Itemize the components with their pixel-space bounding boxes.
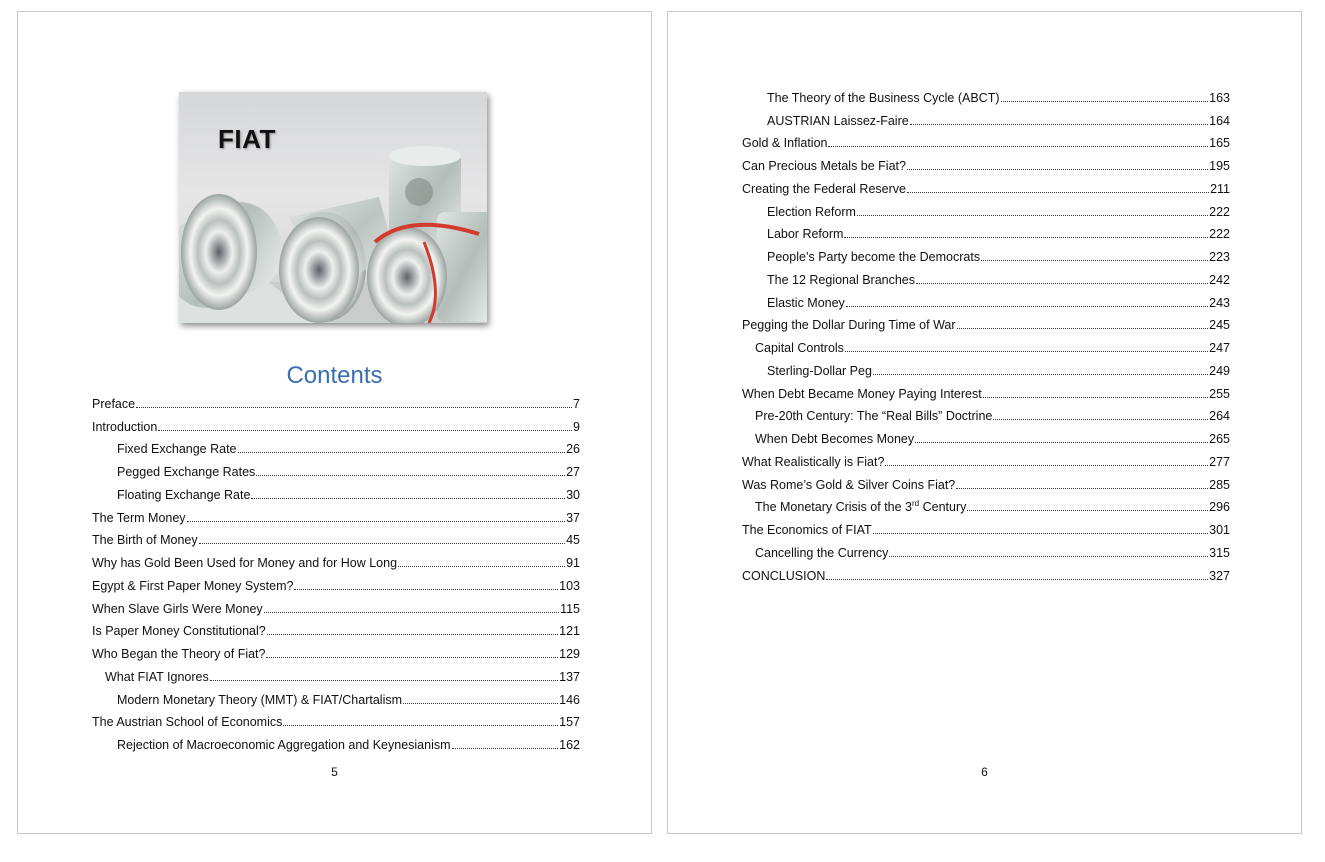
toc-entry-title xyxy=(742,478,955,493)
toc-dot-leader xyxy=(294,588,558,590)
toc-dot-leader xyxy=(283,724,558,726)
toc-entry-title xyxy=(767,114,909,129)
toc-entry-title xyxy=(767,273,915,288)
toc-entry-title xyxy=(105,670,209,685)
toc-dot-leader xyxy=(915,441,1208,443)
toc-entry-page: 327 xyxy=(1209,568,1230,583)
toc-entry-page: 222 xyxy=(1209,204,1230,219)
toc-entry-title xyxy=(92,579,293,594)
toc-entry-title-text: Can Precious Metals be Fiat? xyxy=(742,159,906,173)
toc-entry[interactable] xyxy=(742,83,1230,106)
toc-entry-title-text: Modern Monetary Theory (MMT) & FIAT/Chartalism xyxy=(117,692,403,707)
toc-entry[interactable] xyxy=(92,503,580,526)
toc-entry[interactable] xyxy=(92,571,580,594)
toc-right xyxy=(742,83,1230,584)
toc-entry-title xyxy=(117,488,250,503)
toc-entry-title-text: Pegging the Dollar During Time of War xyxy=(742,318,956,333)
cover-title: FIAT xyxy=(218,124,276,154)
toc-dot-leader xyxy=(916,282,1208,284)
toc-entry[interactable] xyxy=(92,435,580,458)
toc-dot-leader xyxy=(403,702,558,704)
toc-entry-title xyxy=(92,647,265,662)
toc-entry-page: 277 xyxy=(1209,454,1230,469)
toc-entry-title-text: Elastic Money xyxy=(767,295,845,310)
toc-entry-page: 162 xyxy=(559,738,580,752)
toc-dot-leader xyxy=(889,555,1208,557)
toc-entry[interactable] xyxy=(92,662,580,685)
toc-entry-page: 137 xyxy=(559,669,580,684)
toc-dot-leader xyxy=(256,474,565,476)
toc-entry-title-text: When Debt Became Money Paying Interest xyxy=(742,386,982,401)
toc-entry[interactable] xyxy=(92,548,580,571)
toc-entry-title xyxy=(755,432,914,447)
toc-entry-title-text: When Slave Girls Were Money xyxy=(92,601,263,616)
toc-entry-title xyxy=(755,546,888,561)
toc-entry-page: 222 xyxy=(1209,227,1230,242)
toc-entry-page: 157 xyxy=(559,715,580,730)
toc-entry-page: 242 xyxy=(1209,272,1230,287)
toc-entry-title xyxy=(742,159,906,174)
toc-entry-title-text: Egypt & First Paper Money System? xyxy=(92,578,294,593)
cover-image xyxy=(179,92,487,323)
toc-entry-title-text: Pre-20th Century: The “Real Bills” Doctrine xyxy=(755,409,993,424)
toc-entry-title-text: The Term Money xyxy=(92,510,186,525)
toc-entry-title-text: Rejection of Macroeconomic Aggregation and Keynesianism xyxy=(117,738,451,752)
toc-entry-title xyxy=(92,715,282,730)
toc-dot-leader xyxy=(993,418,1208,420)
toc-entry-title xyxy=(767,205,856,220)
toc-entry-title xyxy=(742,455,884,470)
toc-entry[interactable] xyxy=(742,402,1230,425)
toc-entry[interactable] xyxy=(742,538,1230,561)
toc-entry-page: 195 xyxy=(1209,159,1230,173)
toc-dot-leader xyxy=(266,656,558,658)
toc-entry-title xyxy=(742,569,825,584)
toc-entry[interactable] xyxy=(92,685,580,708)
toc-entry-title-text: Sterling-Dollar Peg xyxy=(767,363,872,378)
toc-entry-title xyxy=(742,318,956,333)
toc-dot-leader xyxy=(210,679,558,681)
toc-entry[interactable] xyxy=(742,379,1230,402)
toc-entry[interactable] xyxy=(742,356,1230,379)
toc-entry-title xyxy=(117,465,255,480)
toc-entry[interactable] xyxy=(92,526,580,549)
toc-entry-title-text: Floating Exchange Rate xyxy=(117,487,251,502)
page-number: 5 xyxy=(331,765,338,779)
toc-entry-title-text: Was Rome’s Gold & Silver Coins Fiat? xyxy=(742,477,956,492)
toc-entry[interactable] xyxy=(92,389,580,412)
toc-dot-leader xyxy=(238,451,566,453)
toc-entry-page: 264 xyxy=(1209,409,1230,424)
toc-entry[interactable] xyxy=(742,470,1230,493)
toc-dot-leader xyxy=(857,214,1208,216)
toc-entry-page: 265 xyxy=(1209,432,1230,446)
toc-entry-title-text: The Monetary Crisis of the 3 xyxy=(755,500,913,515)
toc-entry-title xyxy=(742,136,827,151)
toc-entry-page: 121 xyxy=(559,624,580,639)
toc-entry-title-text: Preface xyxy=(92,396,136,411)
toc-entry-title-text: AUSTRIAN Laissez-Faire xyxy=(767,113,909,128)
toc-entry-page: 164 xyxy=(1209,113,1230,128)
toc-entry-title xyxy=(755,409,992,424)
toc-entry-title xyxy=(767,227,843,242)
toc-entry[interactable] xyxy=(92,457,580,480)
toc-entry-title-tail: Century xyxy=(919,500,967,515)
toc-dot-leader xyxy=(398,565,565,567)
toc-entry-page: 255 xyxy=(1209,386,1230,401)
toc-dot-leader xyxy=(910,123,1208,125)
toc-entry-title-text: Introduction xyxy=(92,419,158,434)
toc-entry-title xyxy=(755,341,844,356)
toc-entry[interactable] xyxy=(92,412,580,435)
toc-entry-title-text: The Economics of FIAT xyxy=(742,523,872,537)
toc-entry[interactable] xyxy=(92,639,580,662)
toc-entry-page: 45 xyxy=(566,533,580,548)
toc-entry-page: 301 xyxy=(1209,523,1230,537)
toc-entry-page: 163 xyxy=(1209,90,1230,105)
toc-dot-leader xyxy=(267,633,558,635)
toc-dot-leader xyxy=(983,396,1208,398)
toc-entry-page: 243 xyxy=(1209,295,1230,310)
toc-entry[interactable] xyxy=(742,333,1230,356)
toc-entry-title xyxy=(767,250,980,265)
toc-entry[interactable] xyxy=(742,311,1230,334)
toc-entry-title-text: What FIAT Ignores xyxy=(105,669,209,684)
toc-entry-title-text: CONCLUSION xyxy=(742,568,826,583)
toc-entry-page: 7 xyxy=(573,396,580,411)
toc-dot-leader xyxy=(828,145,1208,147)
toc-entry-page: 165 xyxy=(1209,136,1230,151)
toc-entry[interactable] xyxy=(92,708,580,731)
toc-entry[interactable] xyxy=(742,106,1230,129)
toc-entry-title-text: Creating the Federal Reserve xyxy=(742,181,906,196)
toc-dot-leader xyxy=(957,327,1209,329)
toc-dot-leader xyxy=(199,542,565,544)
toc-entry-title-text: Cancelling the Currency xyxy=(755,545,889,560)
toc-entry[interactable] xyxy=(742,265,1230,288)
toc-entry-title-text: Why has Gold Been Used for Money and for How Long xyxy=(92,556,398,570)
toc-entry[interactable] xyxy=(92,617,580,640)
toc-entry-title-text: Pegged Exchange Rates xyxy=(117,465,256,479)
toc-entry-title xyxy=(742,387,982,402)
toc-entry-title xyxy=(767,91,1000,106)
toc-entry-title-text: Capital Controls xyxy=(755,341,844,355)
toc-entry[interactable] xyxy=(92,480,580,503)
toc-entry[interactable] xyxy=(92,730,580,753)
toc-entry-title xyxy=(92,397,135,412)
toc-entry-title-text: The Birth of Money xyxy=(92,533,198,548)
toc-entry-page: 129 xyxy=(559,647,580,661)
toc-entry-title-text: The Austrian School of Economics xyxy=(92,715,283,730)
toc-entry-page: 245 xyxy=(1209,318,1230,333)
toc-dot-leader xyxy=(264,611,559,613)
toc-entry-title-text: The Theory of the Business Cycle (ABCT) xyxy=(767,90,1000,105)
toc-entry-title-text: What Realistically is Fiat? xyxy=(742,454,885,469)
toc-entry-title xyxy=(742,523,872,538)
toc-dot-leader xyxy=(846,305,1208,307)
toc-entry-title-text: Who Began the Theory of Fiat? xyxy=(92,647,266,661)
toc-entry-page: 223 xyxy=(1209,250,1230,264)
toc-entry-page: 115 xyxy=(560,601,580,616)
toc-entry-title xyxy=(92,420,157,435)
toc-entry-page: 9 xyxy=(573,419,580,434)
toc-dot-leader xyxy=(452,747,559,749)
toc-entry-title xyxy=(117,693,402,708)
toc-entry[interactable] xyxy=(92,594,580,617)
toc-entry-title-text: Is Paper Money Constitutional? xyxy=(92,624,266,639)
toc-dot-leader xyxy=(251,497,565,499)
toc-entry-title xyxy=(755,500,966,515)
toc-entry[interactable] xyxy=(742,561,1230,584)
toc-entry-page: 296 xyxy=(1209,500,1230,515)
toc-entry[interactable] xyxy=(742,174,1230,197)
toc-entry-page: 211 xyxy=(1210,181,1230,196)
toc-dot-leader xyxy=(873,373,1208,375)
toc-entry-title xyxy=(92,556,397,571)
toc-dot-leader xyxy=(187,520,566,522)
toc-entry-title xyxy=(117,442,237,457)
toc-dot-leader xyxy=(907,191,1209,193)
toc-entry-title-text: When Debt Becomes Money xyxy=(755,432,915,446)
toc-left xyxy=(92,389,580,753)
toc-entry[interactable] xyxy=(742,424,1230,447)
toc-entry-title-text: Election Reform xyxy=(767,204,856,219)
toc-dot-leader xyxy=(967,509,1208,511)
toc-entry-title xyxy=(742,182,906,197)
toc-entry[interactable] xyxy=(742,515,1230,538)
toc-entry[interactable] xyxy=(742,129,1230,152)
toc-entry-page: 37 xyxy=(566,510,580,525)
toc-entry-page: 26 xyxy=(566,442,580,457)
toc-entry-title xyxy=(92,602,263,617)
toc-entry[interactable] xyxy=(742,197,1230,220)
toc-entry-title-text: People’s Party become the Democrats xyxy=(767,250,981,264)
toc-entry-title-text: Fixed Exchange Rate xyxy=(117,442,237,457)
toc-entry-page: 103 xyxy=(559,578,580,593)
page-number: 6 xyxy=(981,765,988,779)
toc-dot-leader xyxy=(907,168,1208,170)
toc-dot-leader xyxy=(885,464,1208,466)
toc-dot-leader xyxy=(1001,100,1209,102)
toc-entry[interactable] xyxy=(742,220,1230,243)
toc-entry[interactable] xyxy=(742,242,1230,265)
toc-entry-title xyxy=(767,364,872,379)
toc-entry-page: 91 xyxy=(566,556,580,570)
toc-entry-page: 27 xyxy=(566,465,580,479)
toc-entry-title xyxy=(767,296,845,311)
toc-entry-page: 249 xyxy=(1209,363,1230,378)
toc-dot-leader xyxy=(826,578,1208,580)
toc-dot-leader xyxy=(981,259,1208,261)
page-left xyxy=(17,11,652,834)
contents-heading: Contents xyxy=(286,362,383,389)
toc-entry-title xyxy=(92,511,186,526)
toc-dot-leader xyxy=(845,350,1208,352)
toc-entry-title xyxy=(117,738,451,753)
toc-entry-title xyxy=(92,533,198,548)
toc-entry-page: 146 xyxy=(559,692,580,707)
toc-entry-page: 315 xyxy=(1209,545,1230,560)
toc-dot-leader xyxy=(136,406,572,408)
toc-dot-leader xyxy=(873,532,1208,534)
page-right xyxy=(667,11,1302,834)
toc-entry[interactable] xyxy=(742,493,1230,516)
toc-dot-leader xyxy=(844,236,1208,238)
toc-entry[interactable] xyxy=(742,447,1230,470)
toc-entry[interactable] xyxy=(742,151,1230,174)
toc-dot-leader xyxy=(158,429,572,431)
toc-entry-title-text: Gold & Inflation xyxy=(742,136,828,151)
toc-entry-superscript: rd xyxy=(912,499,920,509)
toc-dot-leader xyxy=(956,487,1208,489)
toc-entry-title-text: Labor Reform xyxy=(767,227,844,242)
toc-entry-page: 247 xyxy=(1209,341,1230,355)
toc-entry-title-text: The 12 Regional Branches xyxy=(767,272,916,287)
toc-entry[interactable] xyxy=(742,288,1230,311)
toc-entry-page: 285 xyxy=(1209,477,1230,492)
toc-entry-title xyxy=(92,624,266,639)
toc-entry-page: 30 xyxy=(566,487,580,502)
